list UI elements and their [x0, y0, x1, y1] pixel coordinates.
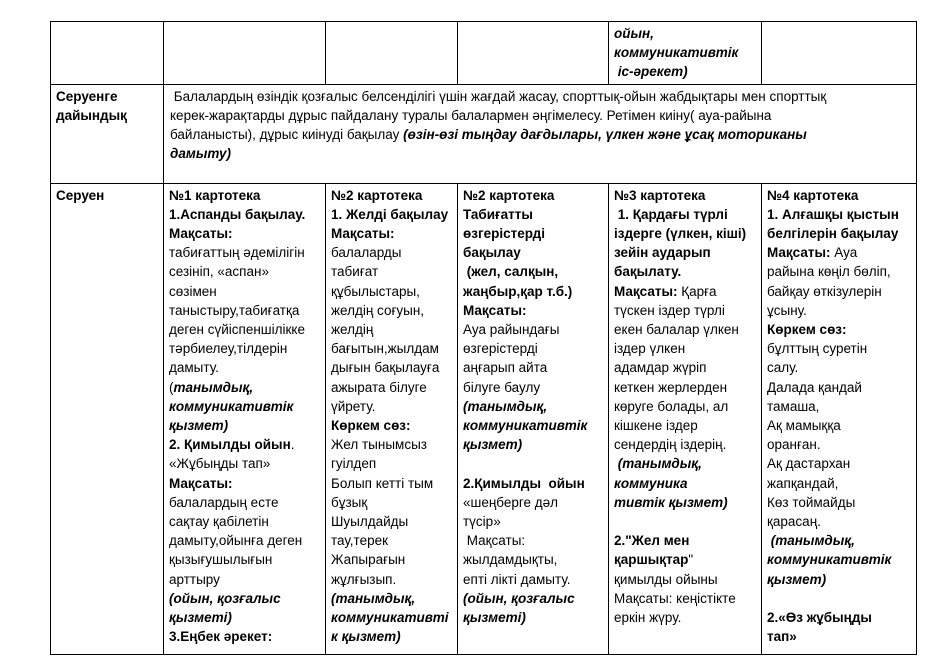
top-cell-1: [164, 22, 326, 85]
goal-label: Мақсаты:: [767, 245, 831, 261]
work-title: 3.Еңбек әрекет:: [169, 629, 273, 645]
goal-line: көруге болады, ал: [614, 398, 729, 414]
goal-line: дығын бақылауға: [331, 360, 440, 376]
goal-line: деген сүйіспеншілікке: [169, 322, 305, 338]
activity-tag: (ойын, қозғалыс: [169, 590, 281, 606]
observation-title: 1.Аспанды бақылау.: [169, 206, 306, 222]
goal-line: дамыту.: [169, 360, 219, 376]
top-cell-5: [762, 22, 917, 85]
walk-label-text: Серуен: [56, 187, 105, 203]
goal-line: жылдамдықты,: [463, 552, 558, 568]
goal-line: тәрбиелеу,тілдерін: [169, 341, 288, 357]
poem-line: гуілдеп: [331, 456, 377, 472]
observation-title: Табиғатты: [463, 206, 533, 222]
poem-line: Болып кетті тым: [331, 475, 434, 491]
activity-tag: (танымдық,: [463, 398, 548, 414]
goal-line: түскен іздер түрлі: [614, 302, 725, 318]
goal-label: Мақсаты:: [169, 475, 233, 491]
spacer: [614, 512, 756, 531]
observation-title: зейін аударып: [614, 245, 711, 261]
top-cell-label: [51, 22, 164, 85]
poem-line: бұзық: [331, 494, 368, 510]
game-title: қаршықтар: [614, 552, 689, 568]
goal-line: кеткен жерлерден: [614, 379, 728, 395]
goal-line: ұсыну.: [767, 302, 807, 318]
goal-line: аңғарып айта: [463, 360, 548, 376]
game-line: Мақсаты: кеңістікте: [614, 590, 736, 606]
poem-line: жұлғызып.: [331, 571, 397, 587]
game-title: 2.«Өз жұбыңды: [767, 610, 872, 626]
activity-tag: қызметі): [463, 610, 526, 626]
goal-line: дамыту,ойынға деген: [169, 533, 303, 549]
activity-tag: коммуникативтік: [463, 418, 588, 434]
activity-tag: коммуникативтік: [169, 398, 294, 414]
prep-label: [51, 84, 164, 183]
goal-line: құбылыстары,: [331, 283, 420, 299]
poem-label: Көркем сөз:: [767, 322, 847, 338]
goal-line: сөзімен: [169, 283, 217, 299]
prep-label-line: дайындық: [56, 107, 127, 123]
card-title: №3 картотека: [614, 187, 706, 203]
goal-line: өзгерістерді: [463, 341, 538, 357]
activity-tag: (танымдық,: [331, 590, 416, 606]
walk-card-1: [164, 183, 326, 654]
goal-line: сақтау қабілетін: [169, 514, 269, 530]
poem-label: Көркем сөз:: [331, 418, 411, 434]
poem-line: Шуылдайды: [331, 514, 409, 530]
goal-line: іздер үлкен: [614, 341, 686, 357]
goal-label: Мақсаты:: [331, 226, 395, 242]
goal-line: байқау өткізулерін: [767, 283, 882, 299]
goal-label: Мақсаты:: [169, 226, 233, 242]
activity-tag: тивтік қызмет): [614, 494, 728, 510]
poem-line: Жел тынымсыз: [331, 437, 427, 453]
tag-paren: (: [169, 379, 174, 395]
walk-card-4: [609, 183, 762, 654]
goal-line: Ауа: [830, 245, 858, 261]
observation-title: іздерге (үлкен, кіші): [614, 226, 747, 242]
game-title-quote: ": [688, 552, 694, 568]
goal-label: Мақсаты:: [463, 533, 526, 549]
observation-subtitle: жаңбыр,қар т.б.): [463, 283, 573, 299]
poem-line: Ақ мамыққа: [767, 418, 841, 434]
goal-line: епті лікті дамыту.: [463, 571, 571, 587]
goal-line: арттыру: [169, 571, 220, 587]
game-title: 2. Қимылды ойын: [169, 437, 291, 453]
game-line: еркін жүру.: [614, 610, 682, 626]
observation-title: бақылау: [463, 245, 521, 261]
activity-tag: қызмет): [767, 571, 827, 587]
plan-table: [50, 21, 917, 655]
poem-line: тамаша,: [767, 398, 820, 414]
prep-content: [164, 84, 917, 183]
observation-title: 1. Желді бақылау: [331, 206, 449, 222]
activity-tag: танымдық,: [173, 379, 254, 395]
card-title: №1 картотека: [169, 187, 261, 203]
prep-row: [51, 84, 917, 183]
goal-label: Мақсаты:: [614, 283, 678, 299]
walk-row: [51, 183, 917, 654]
poem-line: Жапырағын: [331, 552, 406, 568]
top-cell-4: [609, 22, 762, 85]
goal-line: табиғаттың әдемілігін: [169, 245, 305, 261]
prep-line: Балалардың өзіндік қозғалыс белсенділігі үшін жағдай жасау, спорттық-ойын жабдықтары мен спорттық: [170, 88, 827, 104]
game-line: қимылды ойыны: [614, 571, 718, 587]
card-title: №4 картотека: [767, 187, 859, 203]
top-cell-2: [326, 22, 458, 85]
activity-tag: қызметі): [169, 610, 232, 626]
top-cell-4-line: ойын,: [614, 26, 654, 41]
poem-line: Ақ дастархан: [767, 456, 851, 472]
activity-tag: қызмет): [169, 418, 229, 434]
prep-label-line: Серуенге: [56, 88, 118, 104]
activity-tag: (ойын, қозғалыс: [463, 590, 575, 606]
top-row: [51, 22, 917, 85]
poem-line: оранған.: [767, 437, 821, 453]
goal-label: Мақсаты:: [463, 302, 527, 318]
game-line: «шеңберге дәл: [463, 494, 559, 510]
poem-line: тау,терек: [331, 533, 388, 549]
goal-line: білуге баулу: [463, 379, 541, 395]
observation-subtitle: (жел, салқын,: [463, 264, 559, 280]
walk-card-3: [458, 183, 609, 654]
goal-line: сендердің іздерің.: [614, 437, 727, 453]
goal-line: райына көңіл бөліп,: [767, 264, 891, 280]
poem-line: салу.: [767, 360, 799, 376]
poem-line: Далада қандай: [767, 379, 862, 395]
goal-line: кішкене іздер: [614, 418, 698, 434]
goal-line: қызығушылығын: [169, 552, 273, 568]
prep-line: байланысты), дұрыс киінуді бақылау: [170, 127, 404, 143]
game-line: түсір»: [463, 514, 501, 530]
spacer: [463, 454, 603, 473]
goal-line: балалардың есте: [169, 494, 279, 510]
top-cell-4-line: коммуникативтік: [614, 45, 739, 61]
goal-line: Қарға: [677, 283, 717, 299]
goal-line: бағытын,жылдам: [331, 341, 439, 357]
goal-line: адамдар жүріп: [614, 360, 707, 376]
game-title: 2.Қимылды ойын: [463, 475, 585, 491]
prep-skills-note: (өзін-өзі тыңдау дағдылары, үлкен және ұсақ моториканы: [403, 127, 807, 143]
card-title: №2 картотека: [331, 187, 423, 203]
observation-title: өзгерістерді: [463, 226, 545, 242]
activity-tag: (танымдық,: [767, 533, 855, 549]
card-title: №2 картотека: [463, 187, 555, 203]
activity-tag: коммуникативті: [331, 610, 449, 626]
activity-tag: коммуникативтік: [767, 552, 892, 568]
top-cell-4-line: іс-әрекет): [614, 64, 688, 80]
walk-card-2: [326, 183, 458, 654]
activity-tag: (танымдық,: [614, 456, 702, 472]
goal-line: Ауа райындағы: [463, 322, 560, 338]
goal-line: үйрету.: [331, 398, 376, 414]
observation-title: 1. Қардағы түрлі: [614, 206, 728, 222]
prep-skills-note-end: дамыту): [170, 146, 232, 162]
walk-label: [51, 183, 164, 654]
goal-line: табиғат: [331, 264, 379, 280]
activity-tag: к қызмет): [331, 629, 401, 645]
game-name: «Жұбыңды тап»: [169, 456, 271, 472]
game-title: 2."Жел мен: [614, 533, 690, 549]
activity-tag: қызмет): [463, 437, 523, 453]
goal-line: екен балалар үлкен: [614, 322, 739, 338]
poem-line: бұлттың суретін: [767, 341, 868, 357]
activity-tag: коммуника: [614, 475, 688, 491]
goal-line: ажырата білуге: [331, 379, 427, 395]
observation-title: 1. Алғашқы қыстын: [767, 206, 899, 222]
goal-line: сезініп, «аспан»: [169, 264, 269, 280]
game-title: тап»: [767, 629, 797, 645]
goal-line: желдің: [331, 322, 374, 338]
poem-line: Көз тоймайды: [767, 494, 856, 510]
poem-line: жапқандай,: [767, 475, 839, 491]
game-title-dot: .: [290, 437, 295, 453]
poem-line: қарасаң.: [767, 514, 821, 530]
observation-title: бақылату.: [614, 264, 682, 280]
observation-title: белгілерін бақылау: [767, 226, 899, 242]
top-cell-3: [458, 22, 609, 85]
goal-line: таныстыру,табиғатқа: [169, 302, 300, 318]
spacer: [767, 589, 911, 608]
goal-line: балаларды: [331, 245, 402, 261]
prep-line: керек-жарақтарды дұрыс пайдалану туралы балалармен әңгімелесу. Ретімен киіну( ауа-райына: [170, 107, 772, 123]
goal-line: желдің соғуын,: [331, 302, 425, 318]
walk-card-5: [762, 183, 917, 654]
